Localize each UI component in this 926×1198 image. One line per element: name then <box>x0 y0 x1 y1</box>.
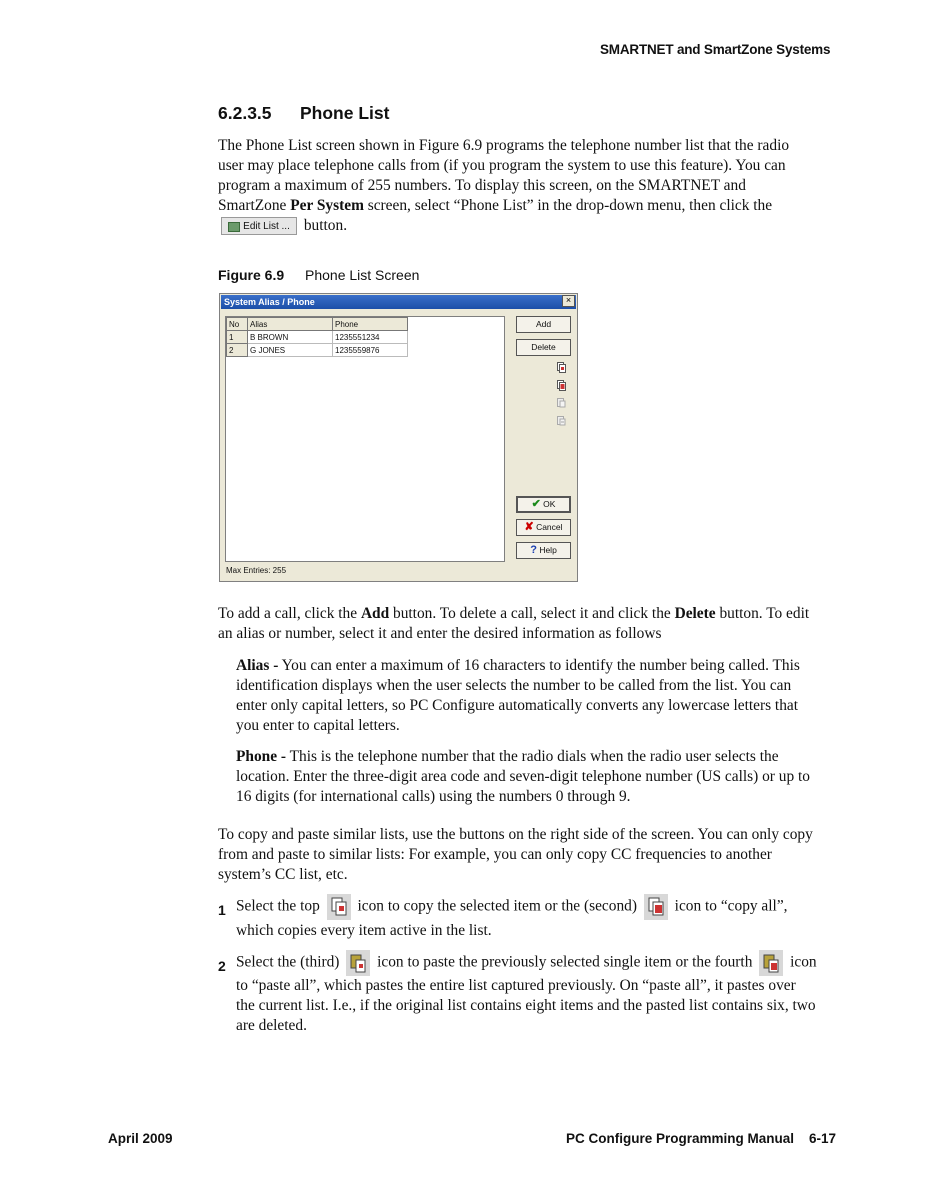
copy-paste-paragraph: To copy and paste similar lists, use the buttons on the right side of the screen. You can only copy from and paste to similar lists: For example, you can only copy CC frequencies to another system’s CC list, etc. <box>218 826 813 883</box>
paste-all-icon[interactable] <box>557 415 566 426</box>
x-icon: ✘ <box>524 521 534 533</box>
col-no[interactable]: No <box>227 318 248 331</box>
copy-icon[interactable] <box>557 362 566 373</box>
add-delete-paragraph: To add a call, click the Add button. To delete a call, select it and click the Delete button. To edit an alias or number, select it and enter the desired information as follows <box>218 605 810 642</box>
dialog-title: System Alias / Phone <box>224 297 315 307</box>
edit-list-button[interactable]: Edit List ... <box>221 217 297 235</box>
footer-manual-page: PC Configure Programming Manual 6-17 <box>566 1131 837 1146</box>
system-alias-phone-dialog <box>219 293 578 582</box>
phone-definition: Phone - This is the telephone number that the radio dials when the radio user selects the location. Enter the three-digit area code and seven-digit telephone number (US calls) or up to 16 digits (for international calls) using the numbers 0 through 9. <box>236 748 810 805</box>
row-no: 2 <box>227 344 248 357</box>
dialog-title-bar <box>221 295 576 309</box>
row-alias[interactable]: G JONES <box>248 344 333 357</box>
close-icon[interactable]: × <box>562 295 575 307</box>
figure-caption <box>218 267 419 283</box>
copy-all-icon <box>644 894 668 920</box>
grid-header-row <box>227 318 408 331</box>
paste-icon[interactable] <box>557 397 566 408</box>
paste-all-icon <box>759 950 783 976</box>
row-phone[interactable]: 1235559876 <box>333 344 408 357</box>
copy-icon <box>327 894 351 920</box>
add-button[interactable]: Add <box>516 316 571 333</box>
status-text: Max Entries: 255 <box>226 566 287 575</box>
table-row[interactable] <box>227 344 408 357</box>
step-number: 1 <box>218 902 226 918</box>
section-heading <box>218 103 389 124</box>
cancel-button[interactable]: ✘ Cancel <box>516 519 571 536</box>
step-number: 2 <box>218 958 226 974</box>
help-button[interactable]: ? Help <box>516 542 571 559</box>
table-row[interactable] <box>227 331 408 344</box>
question-icon: ? <box>530 544 537 556</box>
intro-paragraph: The Phone List screen shown in Figure 6.9 programs the telephone number list that the radio user may place telephone calls from (if you program the system to use this feature). You can program a maximum of 255 numbers. To display this screen, on the SMARTNET and SmartZone Per System screen, select “Phone List” in the drop-down menu, then click the Edit List ... button. <box>218 137 790 234</box>
col-alias[interactable]: Alias <box>248 318 333 331</box>
section-number: 6.2.3.5 <box>218 103 272 123</box>
figure-label: Figure 6.9 <box>218 267 285 283</box>
figure-title: Phone List Screen <box>305 267 420 283</box>
row-phone[interactable]: 1235551234 <box>333 331 408 344</box>
row-no: 1 <box>227 331 248 344</box>
paste-icon <box>346 950 370 976</box>
section-title: Phone List <box>300 103 390 123</box>
alias-definition: Alias - You can enter a maximum of 16 characters to identify the number being called. This identification displays when the user selects the number to be called from the list. You can enter only capital letters, so PC Configure automatically converts any lowercase letters that you enter to capital letters. <box>236 657 800 734</box>
list-icon <box>228 222 240 232</box>
phone-list-grid <box>225 316 505 562</box>
col-phone[interactable]: Phone <box>333 318 408 331</box>
delete-button[interactable]: Delete <box>516 339 571 356</box>
row-alias[interactable]: B BROWN <box>248 331 333 344</box>
step-2-text: Select the (third) icon to paste the previously selected single item or the fourth icon to “paste all”, which pastes the entire list captured previously. On “paste all”, it pastes over the current list. I.e., if the original list contains eight items and the pasted list contains six, two are deleted. <box>236 950 818 1036</box>
step-1-text: Select the top icon to copy the selected item or the (second) icon to “copy all”, which copies every item active in the list. <box>236 894 818 942</box>
copy-all-icon[interactable] <box>557 380 566 391</box>
running-header: SMARTNET and SmartZone Systems <box>600 42 831 57</box>
ok-button[interactable]: ✔ OK <box>516 496 571 513</box>
check-icon: ✔ <box>531 498 541 510</box>
footer-date: April 2009 <box>108 1131 173 1146</box>
